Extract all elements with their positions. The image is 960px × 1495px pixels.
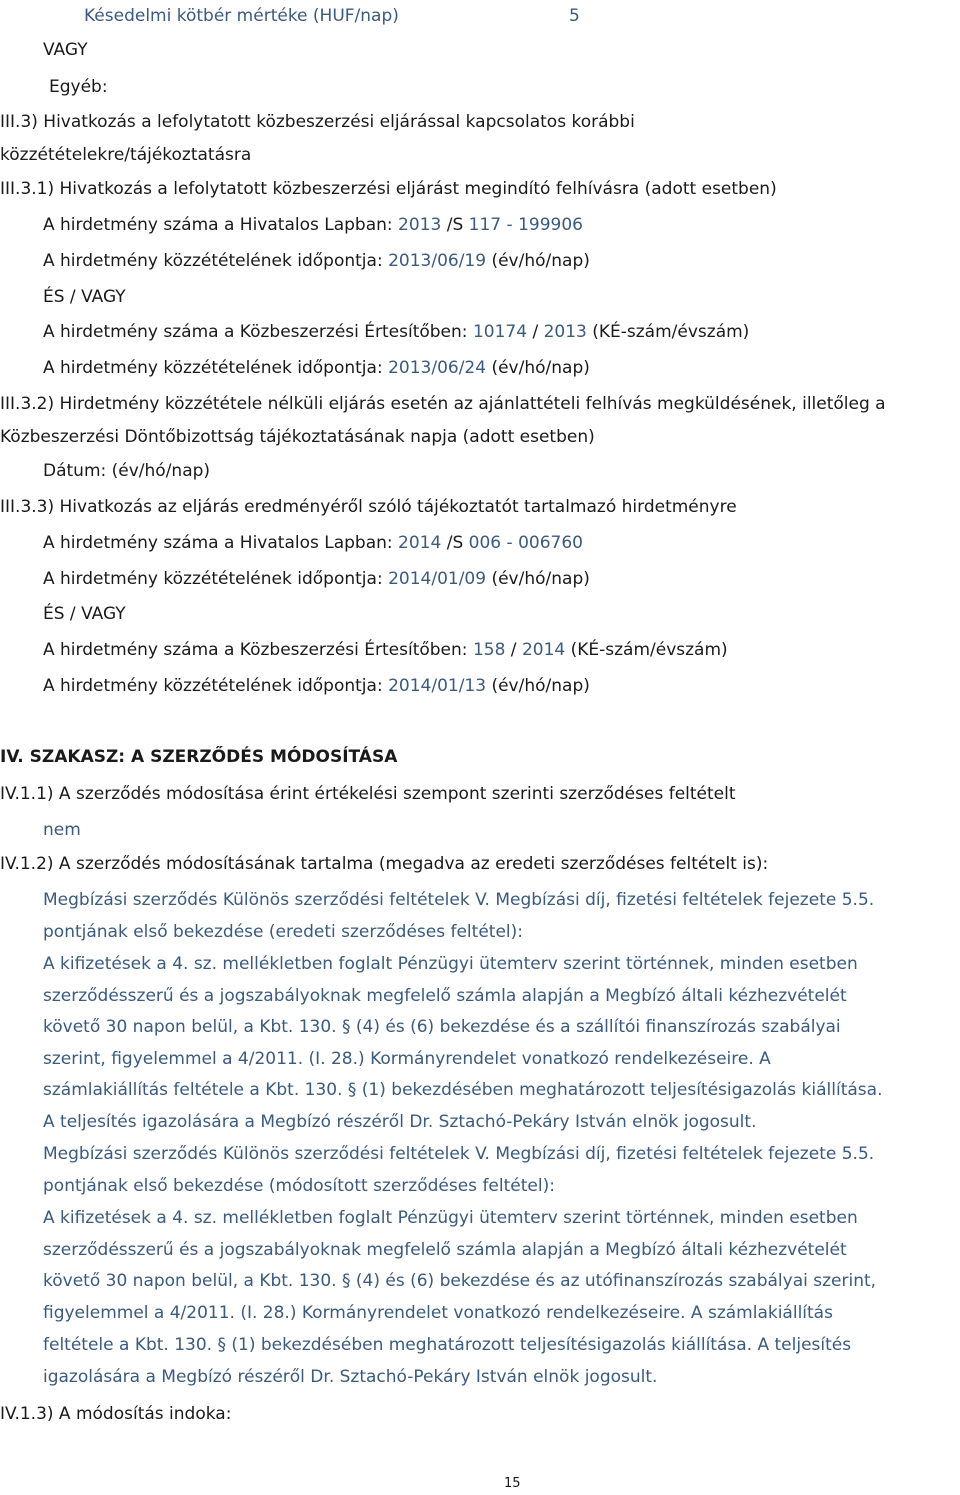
- section-heading-iii3: III.3) Hivatkozás a lefolytatott közbeszerzési eljárással kapcsolatos korábbi: [0, 112, 635, 132]
- oj-dash: -: [506, 533, 513, 553]
- oj-number-row: [43, 214, 583, 236]
- oj-s: /S: [446, 215, 464, 235]
- ke-slash: /: [532, 322, 539, 342]
- and-or-label: ÉS / VAGY: [43, 604, 126, 624]
- pub2-date-value: 2014/01/13: [388, 676, 487, 696]
- answer-iv11: nem: [43, 820, 81, 840]
- body-line: követő 30 napon belül, a Kbt. 130. § (4) és (6) bekezdése és a szállítói finanszírozás szabályai: [43, 1017, 841, 1037]
- body-line: igazolására a Megbízó részéről Dr. Sztachó-Pekáry István elnök jogosult.: [43, 1367, 658, 1387]
- oj-num: 006760: [518, 533, 583, 553]
- oj-issue: 006: [468, 533, 502, 553]
- section-heading-iii33: III.3.3) Hivatkozás az eljárás eredményéről szóló tájékoztatót tartalmazó hirdetményre: [0, 497, 737, 517]
- pub2-date-label: A hirdetmény közzétételének időpontja:: [43, 676, 383, 696]
- oj-number-label: A hirdetmény száma a Hivatalos Lapban:: [43, 533, 393, 553]
- body-line: figyelemmel a 4/2011. (I. 28.) Kormányrendelet vonatkozó rendelkezéseire. A számlakiállítás: [43, 1303, 833, 1323]
- pub-date-value: 2014/01/09: [388, 569, 487, 589]
- other-label: Egyéb:: [49, 77, 108, 97]
- pub-date-value: 2013/06/19: [388, 251, 487, 271]
- body-line: követő 30 napon belül, a Kbt. 130. § (4) és (6) bekezdése és az utófinanszírozás szabályai szerint,: [43, 1271, 877, 1291]
- question-iv13: IV.1.3) A módosítás indoka:: [0, 1404, 232, 1424]
- date-label: Dátum: (év/hó/nap): [43, 461, 211, 481]
- pub-date-label: A hirdetmény közzétételének időpontja:: [43, 569, 383, 589]
- body-line: számlakiállítás feltétele a Kbt. 130. § (1) bekezdésében meghatározott teljesítésigazolás kiállítása.: [43, 1080, 883, 1100]
- ke-format: (KÉ-szám/évszám): [592, 322, 750, 342]
- pub2-date-label: A hirdetmény közzétételének időpontja:: [43, 358, 383, 378]
- body-line: pontjának első bekezdése (módosított szerződéses feltétel):: [43, 1176, 555, 1196]
- section-heading-iii31: III.3.1) Hivatkozás a lefolytatott közbeszerzési eljárást megindító felhívásra (adott esetben): [0, 179, 777, 199]
- body-line: pontjának első bekezdése (eredeti szerződéses feltétel):: [43, 922, 523, 942]
- oj-issue: 117: [468, 215, 502, 235]
- pub-date-format: (év/hó/nap): [491, 251, 590, 271]
- section-title-iv: IV. SZAKASZ: A SZERZŐDÉS MÓDOSÍTÁSA: [0, 747, 398, 767]
- pub-date-format: (év/hó/nap): [491, 569, 590, 589]
- section-heading-iii3-cont: közzétételekre/tájékoztatásra: [0, 145, 252, 165]
- question-iv11: IV.1.1) A szerződés módosítása érint értékelési szempont szerinti szerződéses feltételt: [0, 784, 736, 804]
- pub-date-row: [43, 250, 590, 272]
- oj-num: 199906: [518, 215, 583, 235]
- question-iv12: IV.1.2) A szerződés módosításának tartalma (megadva az eredeti szerződéses feltételt is):: [0, 854, 769, 874]
- oj-number-row: [43, 532, 583, 554]
- pub2-date-value: 2013/06/24: [388, 358, 487, 378]
- penalty-label: Késedelmi kötbér mértéke (HUF/nap): [84, 6, 399, 26]
- section-heading-iii32-cont: Közbeszerzési Döntőbizottság tájékoztatásának napja (adott esetben): [0, 427, 595, 447]
- body-line: feltétele a Kbt. 130. § (1) bekezdésében meghatározott teljesítésigazolás kiállítása. A teljesítés: [43, 1335, 852, 1355]
- ke-number: 158: [472, 640, 506, 660]
- oj-number-label: A hirdetmény száma a Hivatalos Lapban:: [43, 215, 393, 235]
- pub2-date-row: [43, 357, 590, 379]
- body-line: szerint, figyelemmel a 4/2011. (I. 28.) Kormányrendelet vonatkozó rendelkezéseire. A: [43, 1049, 771, 1069]
- or-label: VAGY: [43, 40, 88, 60]
- ke-slash: /: [510, 640, 517, 660]
- pub2-date-row: [43, 675, 590, 697]
- oj-s: /S: [446, 533, 464, 553]
- ke-number-row: [43, 321, 749, 343]
- ke-number-label: A hirdetmény száma a Közbeszerzési Értesítőben:: [43, 640, 468, 660]
- ke-format: (KÉ-szám/évszám): [570, 640, 728, 660]
- body-line: Megbízási szerződés Különös szerződési feltételek V. Megbízási díj, fizetési feltételek fejezete 5.5.: [43, 890, 875, 910]
- oj-year: 2013: [398, 215, 442, 235]
- ke-year: 2013: [543, 322, 587, 342]
- body-line: A kifizetések a 4. sz. mellékletben foglalt Pénzügyi ütemterv szerint történnek, minden esetben: [43, 1208, 858, 1228]
- ke-number: 10174: [472, 322, 528, 342]
- pub2-date-format: (év/hó/nap): [491, 358, 590, 378]
- body-line: Megbízási szerződés Különös szerződési feltételek V. Megbízási díj, fizetési feltételek fejezete 5.5.: [43, 1144, 875, 1164]
- oj-year: 2014: [398, 533, 442, 553]
- section-heading-iii32: III.3.2) Hirdetmény közzététele nélküli eljárás esetén az ajánlattételi felhívás megküldésének, illetőleg a: [0, 394, 886, 414]
- body-line: szerződésszerű és a jogszabályoknak megfelelő számla alapján a Megbízó általi kézhezvételét: [43, 986, 847, 1006]
- body-line: A teljesítés igazolására a Megbízó részéről Dr. Sztachó-Pekáry István elnök jogosult.: [43, 1112, 757, 1132]
- pub-date-label: A hirdetmény közzétételének időpontja:: [43, 251, 383, 271]
- page-number: 15: [504, 1476, 521, 1491]
- ke-number-label: A hirdetmény száma a Közbeszerzési Értesítőben:: [43, 322, 468, 342]
- pub2-date-format: (év/hó/nap): [491, 676, 590, 696]
- pub-date-row: [43, 568, 590, 590]
- ke-number-row: [43, 639, 728, 661]
- oj-dash: -: [506, 215, 513, 235]
- body-line: szerződésszerű és a jogszabályoknak megfelelő számla alapján a Megbízó általi kézhezvételét: [43, 1240, 847, 1260]
- ke-year: 2014: [521, 640, 566, 660]
- body-line: A kifizetések a 4. sz. mellékletben foglalt Pénzügyi ütemterv szerint történnek, minden esetben: [43, 954, 858, 974]
- and-or-label: ÉS / VAGY: [43, 287, 126, 307]
- penalty-value: 5: [569, 6, 580, 26]
